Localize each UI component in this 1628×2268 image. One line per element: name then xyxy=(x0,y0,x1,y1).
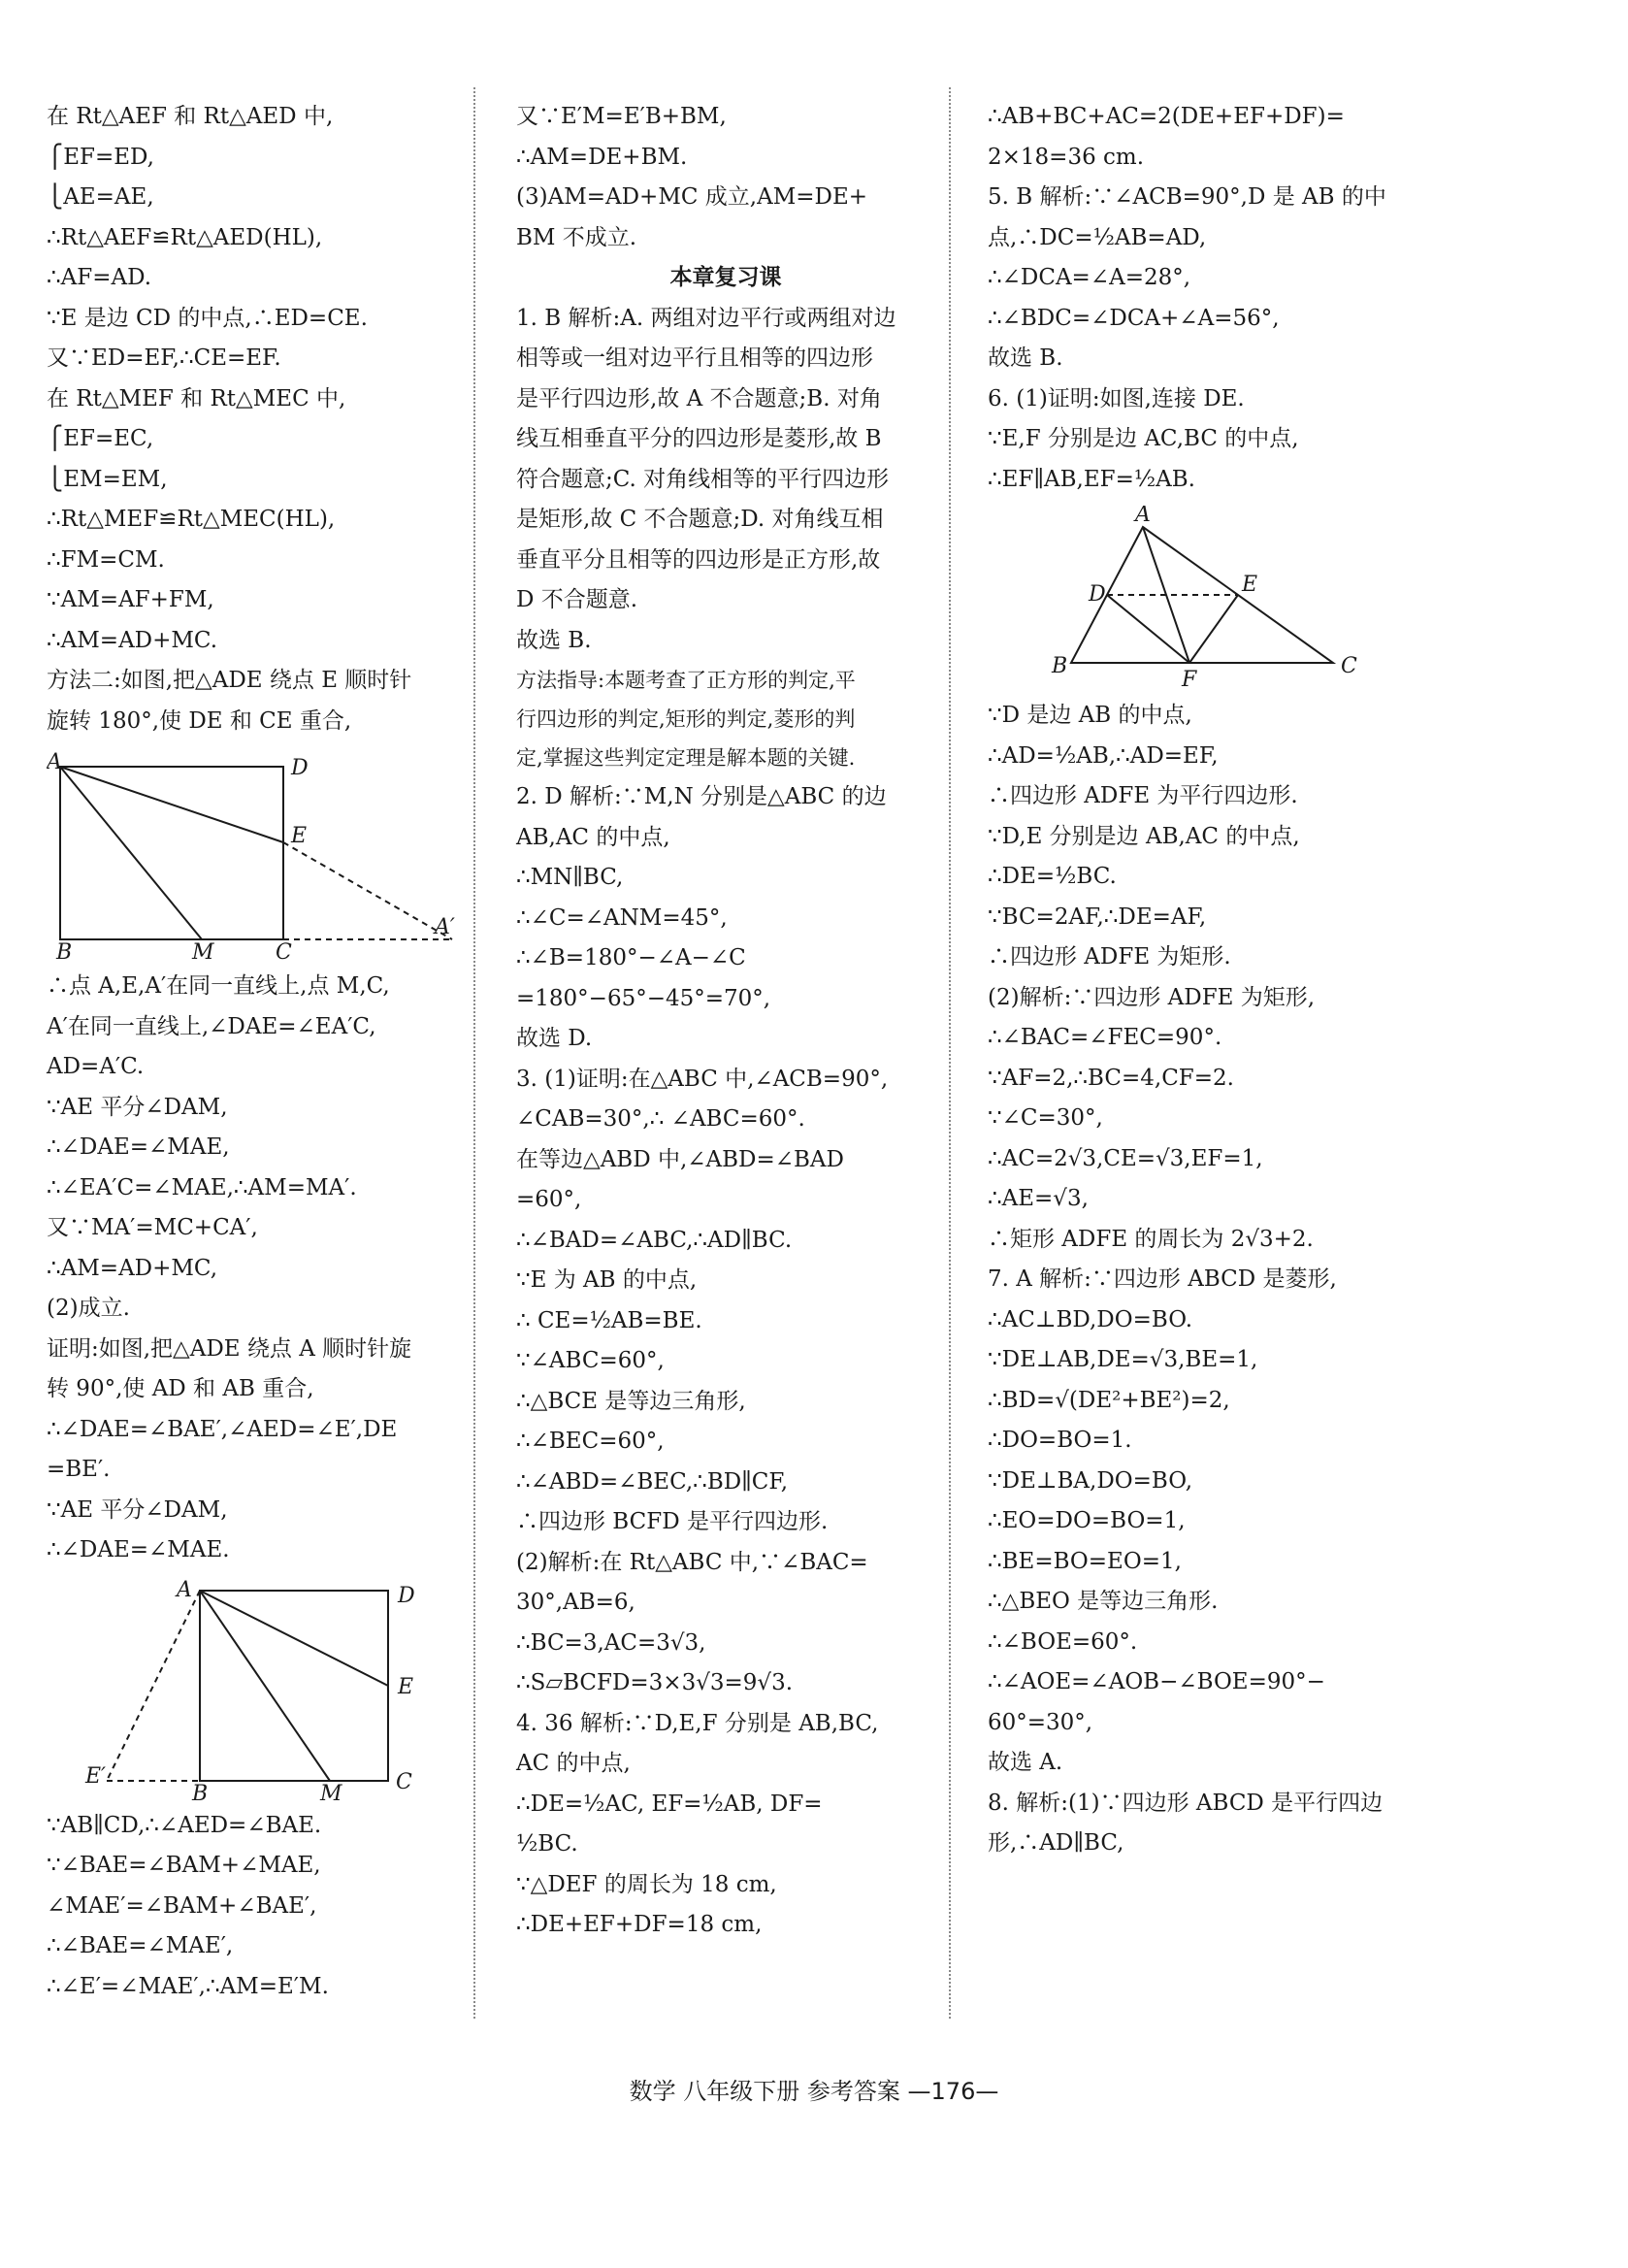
text-line: ∵∠BAE=∠BAM+∠MAE, xyxy=(47,1853,321,1878)
text-line: ∴∠DAE=∠MAE, xyxy=(47,1134,230,1160)
fig2-label: B xyxy=(192,1781,209,1800)
column-3 xyxy=(988,97,1415,1864)
fig2-label: A xyxy=(177,1577,192,1602)
text-line: 证明:如图,把△ADE 绕点 A 顺时针旋 xyxy=(47,1335,412,1362)
text-line: 是矩形,故 C 不合题意;D. 对角线互相 xyxy=(516,507,884,532)
text-line: ∴BC=3,AC=3√3, xyxy=(516,1629,706,1656)
col2-block-b xyxy=(516,299,935,662)
text-line: ∴∠DAE=∠BAE′,∠AED=∠E′,DE xyxy=(47,1416,398,1442)
text-line: ⎩EM=EM, xyxy=(47,466,168,492)
text-line: ∵△DEF 的周长为 18 cm, xyxy=(516,1871,777,1897)
text-line: =BE′. xyxy=(47,1457,111,1482)
text-line: ∴S▱BCFD=3×3√3=9√3. xyxy=(516,1670,794,1695)
text-line: 3. (1)证明:在△ABC 中,∠ACB=90°, xyxy=(516,1066,889,1092)
fig2-label: E xyxy=(398,1674,414,1699)
text-line: ∴∠C=∠ANM=45°, xyxy=(516,904,728,931)
section-heading: 本章复习课 xyxy=(669,265,782,290)
text-line: (2)成立. xyxy=(47,1296,130,1321)
text-line: ∵AM=AF+FM, xyxy=(47,587,214,612)
method-tip xyxy=(516,661,935,777)
text-line: 在 Rt△MEF 和 Rt△MEC 中, xyxy=(47,385,346,411)
text-line: 相等或一组对边平行且相等的四边形 xyxy=(516,345,873,371)
text-line: (3)AM=AD+MC 成立,AM=DE+ xyxy=(516,184,868,210)
text-line: ∴∠EA′C=∠MAE,∴AM=MA′. xyxy=(47,1174,357,1200)
text-line: ∵BC=2AF,∴DE=AF, xyxy=(988,904,1207,930)
fig1-label: B xyxy=(56,940,73,961)
col1-block-b xyxy=(47,967,466,1571)
text-line: ∴∠BEC=60°, xyxy=(516,1429,665,1454)
fig2-label: D xyxy=(398,1583,415,1608)
text-line: 在等边△ABD 中,∠ABD=∠BAD xyxy=(516,1146,844,1172)
text-line: 5. B 解析:∵∠ACB=90°,D 是 AB 的中 xyxy=(988,184,1386,210)
text-line: D 不合题意. xyxy=(516,587,638,612)
text-line: 点,∴DC=½AB=AD, xyxy=(988,224,1207,250)
text-line: ∵E,F 分别是边 AC,BC 的中点, xyxy=(988,426,1299,451)
text-line: 在 Rt△AEF 和 Rt△AED 中, xyxy=(47,104,334,129)
fig1-label: A xyxy=(47,750,62,774)
text-line: ∴Rt△AEF≌Rt△AED(HL), xyxy=(47,224,323,250)
fig3-label: F xyxy=(1182,668,1197,690)
text-line: ∵E 为 AB 的中点, xyxy=(516,1267,698,1293)
text-line: 故选 D. xyxy=(516,1026,593,1051)
text-line: AB,AC 的中点, xyxy=(516,824,670,850)
text-line: ∵D,E 分别是边 AB,AC 的中点, xyxy=(988,823,1300,849)
text-line: ∵AB∥CD,∴∠AED=∠BAE. xyxy=(47,1812,322,1838)
text-line: ∴∠BDC=∠DCA+∠A=56°, xyxy=(988,305,1280,331)
text-line: 2×18=36 cm. xyxy=(988,144,1145,170)
text-line: ∵AE 平分∠DAM, xyxy=(47,1094,228,1120)
text-line: ∴DE=½BC. xyxy=(988,864,1117,889)
text-line: ∴AC=2√3,CE=√3,EF=1, xyxy=(988,1145,1263,1171)
text-line: 垂直平分且相等的四边形是正方形,故 xyxy=(516,546,881,573)
text-line: 4. 36 解析:∵D,E,F 分别是 AB,BC, xyxy=(516,1710,879,1736)
fig1-label: M xyxy=(192,940,214,961)
page-footer: 数学 八年级下册 参考答案 —176— xyxy=(629,2078,999,2105)
text-line: =60°, xyxy=(516,1187,582,1212)
text-line: ∵∠C=30°, xyxy=(988,1105,1103,1131)
text-line: ∴Rt△MEF≌Rt△MEC(HL), xyxy=(47,507,336,532)
text-line: 旋转 180°,使 DE 和 CE 重合, xyxy=(47,707,352,734)
text-line: AC 的中点, xyxy=(516,1751,631,1776)
text-line: =180°−65°−45°=70°, xyxy=(516,985,771,1011)
text-line: ∴∠E′=∠MAE′,∴AM=E′M. xyxy=(47,1973,329,1999)
fig2-label: C xyxy=(396,1769,412,1794)
text-line: ∴DO=BO=1. xyxy=(988,1428,1132,1453)
text-line: ∵AF=2,∴BC=4,CF=2. xyxy=(988,1065,1234,1091)
text-line: ∵DE⊥BA,DO=BO, xyxy=(988,1467,1193,1494)
column-divider-1 xyxy=(473,87,475,2019)
text-line: ∵DE⊥AB,DE=√3,BE=1, xyxy=(988,1347,1258,1372)
text-line: ∴AC⊥BD,DO=BO. xyxy=(988,1306,1193,1332)
text-line: AD=A′C. xyxy=(47,1054,145,1079)
text-line: ∵∠ABC=60°, xyxy=(516,1348,665,1373)
text-line: 2. D 解析:∵M,N 分别是△ABC 的边 xyxy=(516,784,887,809)
fig2-label: M xyxy=(320,1781,342,1800)
col1-block-a xyxy=(47,97,466,741)
text-line: ∴FM=CM. xyxy=(47,546,165,573)
text-line: ∵E 是边 CD 的中点,∴ED=CE. xyxy=(47,305,368,331)
text-line: ∵D 是边 AB 的中点, xyxy=(988,703,1192,728)
fig3-label: D xyxy=(1089,582,1106,607)
text-line: 故选 A. xyxy=(988,1750,1063,1775)
text-line: 60°=30°, xyxy=(988,1709,1093,1735)
column-1 xyxy=(47,97,466,2007)
text-line: ∴△BCE 是等边三角形, xyxy=(516,1388,746,1414)
figure-square-rotate-90 xyxy=(47,1577,464,1800)
fig1-label: A′ xyxy=(435,915,455,939)
col3-block-b xyxy=(988,696,1415,1864)
text-line: ∴∠BOE=60°. xyxy=(988,1628,1138,1655)
fig3-label: B xyxy=(1052,654,1068,678)
text-line: ∵AE 平分∠DAM, xyxy=(47,1496,228,1523)
text-line: 又∵ED=EF,∴CE=EF. xyxy=(47,345,281,371)
text-line: 定,掌握这些判定定理是解本题的关键. xyxy=(516,746,856,770)
text-line: 8. 解析:(1)∵四边形 ABCD 是平行四边 xyxy=(988,1790,1384,1816)
col1-block-c xyxy=(47,1806,466,2008)
text-line: ∴EF∥AB,EF=½AB. xyxy=(988,466,1195,492)
text-line: (2)解析:∵四边形 ADFE 为矩形, xyxy=(988,984,1316,1010)
text-line: ∴MN∥BC, xyxy=(516,865,624,890)
text-line: ∴四边形 ADFE 为平行四边形. xyxy=(988,783,1298,808)
text-line: ∴AM=DE+BM. xyxy=(516,144,688,170)
text-line: 故选 B. xyxy=(516,627,592,653)
text-line: ∠CAB=30°,∴ ∠ABC=60°. xyxy=(516,1106,805,1132)
text-line: ∴BD=√(DE²+BE²)=2, xyxy=(988,1387,1230,1413)
text-line: 方法二:如图,把△ADE 绕点 E 顺时针 xyxy=(47,668,412,693)
text-line: 线互相垂直平分的四边形是菱形,故 B xyxy=(516,426,882,451)
text-line: ∴△BEO 是等边三角形. xyxy=(988,1589,1219,1614)
fig1-label: E xyxy=(291,824,308,848)
text-line: ∴矩形 ADFE 的周长为 2√3+2. xyxy=(988,1226,1314,1252)
fig3-label: A xyxy=(1135,506,1151,527)
text-line: ⎧EF=ED, xyxy=(47,144,154,170)
text-line: ½BC. xyxy=(516,1831,578,1857)
text-line: ∴∠DCA=∠A=28°, xyxy=(988,265,1191,290)
text-line: 故选 B. xyxy=(988,345,1063,371)
text-line: ∴AD=½AB,∴AD=EF, xyxy=(988,742,1219,769)
text-line: 符合题意;C. 对角线相等的平行四边形 xyxy=(516,466,890,492)
fig1-label: D xyxy=(291,756,309,780)
fig3-label: C xyxy=(1341,654,1357,678)
figure-triangle-midpoints xyxy=(988,506,1415,690)
text-line: ∴四边形 BCFD 是平行四边形. xyxy=(516,1509,829,1534)
column-divider-2 xyxy=(949,87,951,2019)
text-line: 7. A 解析:∵四边形 ABCD 是菱形, xyxy=(988,1266,1337,1292)
text-line: ∠MAE′=∠BAM+∠BAE′, xyxy=(47,1892,317,1919)
fig3-label: E xyxy=(1242,573,1258,597)
text-line: 是平行四边形,故 A 不合题意;B. 对角 xyxy=(516,385,882,411)
col2-block-c xyxy=(516,777,935,1946)
text-line: ∴∠B=180°−∠A−∠C xyxy=(516,945,746,970)
text-line: ∴点 A,E,A′在同一直线上,点 M,C, xyxy=(47,973,390,999)
text-line: 30°,AB=6, xyxy=(516,1590,635,1615)
text-line: A′在同一直线上,∠DAE=∠EA′C, xyxy=(47,1013,376,1039)
text-line: ∴∠BAD=∠ABC,∴AD∥BC. xyxy=(516,1227,793,1253)
text-line: ∴AB+BC+AC=2(DE+EF+DF)= xyxy=(988,104,1345,129)
fig1-label: C xyxy=(276,940,292,961)
col2-block-a xyxy=(516,97,935,258)
text-line: ∴BE=BO=EO=1, xyxy=(988,1548,1182,1574)
text-line: BM 不成立. xyxy=(516,224,637,250)
text-line: 1. B 解析:A. 两组对边平行或两组对边 xyxy=(516,305,896,331)
text-line: ∴AM=AD+MC. xyxy=(47,627,218,653)
text-line: 转 90°,使 AD 和 AB 重合, xyxy=(47,1376,314,1401)
text-line: ∴∠BAE=∠MAE′, xyxy=(47,1933,234,1958)
text-line: (2)解析:在 Rt△ABC 中,∵∠BAC= xyxy=(516,1549,868,1575)
text-line: 又∵E′M=E′B+BM, xyxy=(516,104,727,129)
text-line: ∴∠AOE=∠AOB−∠BOE=90°− xyxy=(988,1669,1325,1694)
text-line: ∴AM=AD+MC, xyxy=(47,1255,218,1281)
text-line: ⎧EF=EC, xyxy=(47,426,154,451)
text-line: ∴∠ABD=∠BEC,∴BD∥CF, xyxy=(516,1468,789,1495)
text-line: 形,∴AD∥BC, xyxy=(988,1830,1124,1856)
text-line: ∴DE+EF+DF=18 cm, xyxy=(516,1912,763,1937)
figure-square-rotate-180 xyxy=(47,747,464,961)
text-line: ∴AE=√3, xyxy=(988,1186,1089,1211)
text-line: ∴AF=AD. xyxy=(47,265,152,290)
text-line: ⎩AE=AE, xyxy=(47,184,154,210)
fig2-label: E′ xyxy=(85,1763,107,1789)
text-line: 方法指导:本题考查了正方形的判定,平 xyxy=(516,669,856,692)
text-line: ∴∠DAE=∠MAE. xyxy=(47,1537,230,1562)
text-line: 又∵MA′=MC+CA′, xyxy=(47,1215,258,1240)
text-line: ∴∠BAC=∠FEC=90°. xyxy=(988,1025,1222,1050)
text-line: ∴四边形 ADFE 为矩形. xyxy=(988,944,1231,970)
text-line: ∴DE=½AC, EF=½AB, DF= xyxy=(516,1791,823,1817)
text-line: ∴EO=DO=BO=1, xyxy=(988,1508,1186,1533)
text-line: 行四边形的判定,矩形的判定,菱形的判 xyxy=(516,707,856,731)
column-2 xyxy=(516,97,935,1946)
col3-block-a xyxy=(988,97,1415,500)
text-line: ∴ CE=½AB=BE. xyxy=(516,1307,702,1333)
text-line: 6. (1)证明:如图,连接 DE. xyxy=(988,385,1245,411)
